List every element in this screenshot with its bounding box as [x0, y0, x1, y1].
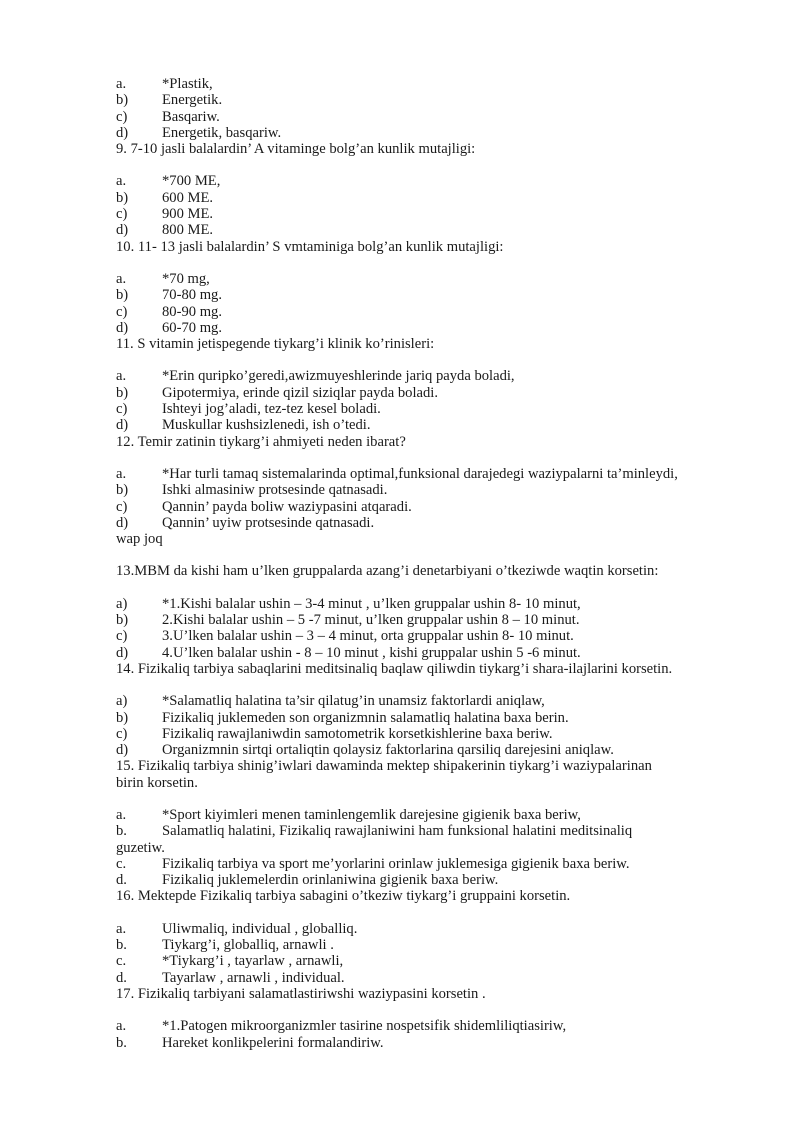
- option-text: 60-70 mg.: [162, 319, 222, 336]
- option-text: Uliwmaliq, individual , globalliq.: [162, 920, 358, 937]
- answer-option: [116, 710, 744, 726]
- question-list: [116, 76, 744, 1051]
- option-text: 80-90 mg.: [162, 303, 222, 320]
- option-text: Qannin’ payda boliw waziypasini atqaradi.: [162, 498, 412, 515]
- option-text: 600 ME.: [162, 189, 214, 206]
- answer-option: [116, 222, 744, 238]
- option-label: c): [116, 303, 128, 320]
- spacer: [116, 580, 744, 596]
- option-text: 4.U’lken balalar ushin - 8 – 10 minut , kishi gruppalar ushin 5 -6 minut.: [162, 644, 581, 661]
- question-text: 16. Mektepde Fizikaliq tarbiya sabagini o’tkeziw tiykarg’i gruppaini korsetin.: [116, 888, 571, 905]
- option-text: Qannin’ uyiw protsesinde qatnasadi.: [162, 514, 375, 531]
- option-label: b.: [116, 1034, 127, 1051]
- spacer: [116, 352, 744, 368]
- question-text: 12. Temir zatinin tiykarg’i ahmiyeti neden ibarat?: [116, 433, 406, 450]
- answer-option: [116, 92, 744, 108]
- spacer: [116, 905, 744, 921]
- question-text: 9. 7-10 jasli balalardin’ A vitaminge bolg’an kunlik mutajligi:: [116, 141, 476, 158]
- answer-option: [116, 417, 744, 433]
- answer-option: [116, 482, 744, 498]
- option-label: a.: [116, 806, 127, 823]
- option-label: b): [116, 482, 129, 499]
- option-label: b.: [116, 937, 127, 954]
- option-label: c): [116, 725, 128, 742]
- answer-option: [116, 921, 744, 937]
- answer-option: [116, 807, 744, 823]
- answer-option: [116, 271, 744, 287]
- option-text: Gipotermiya, erinde qizil siziqlar payda boladi.: [162, 384, 438, 401]
- option-text: Fizikaliq tarbiya va sport me’yorlarini orinlaw juklemesiga gigienik baxa beriw.: [162, 855, 630, 872]
- option-label: a.: [116, 173, 127, 190]
- option-label: c.: [116, 953, 127, 970]
- option-text: *700 ME,: [162, 173, 221, 190]
- option-label: a): [116, 595, 128, 612]
- option-label: a.: [116, 76, 127, 92]
- option-label: d): [116, 222, 129, 239]
- option-text: Hareket konlikpelerini formalandiriw.: [162, 1034, 384, 1051]
- question-line: birin korsetin.: [116, 774, 198, 791]
- answer-option: [116, 742, 744, 758]
- answer-option: [116, 320, 744, 336]
- answer-option: [116, 596, 744, 612]
- option-text: Fizikaliq juklemeden son organizmnin salamatliq halatina baxa berin.: [162, 709, 569, 726]
- option-label: b): [116, 189, 129, 206]
- answer-option: [116, 970, 744, 986]
- option-text: *Tiykarg’i , tayarlaw , arnawli,: [162, 953, 344, 970]
- option-text: *Salamatliq halatina ta’sir qilatug’in unamsiz faktorlardi aniqlaw,: [162, 693, 545, 710]
- spacer: [116, 450, 744, 466]
- question-text: [116, 758, 744, 791]
- option-label: a.: [116, 368, 127, 385]
- option-text: Ishteyi jog’aladi, tez-tez kesel boladi.: [162, 401, 381, 418]
- option-label: b): [116, 92, 129, 109]
- spacer: [116, 677, 744, 693]
- spacer: [116, 255, 744, 271]
- answer-option: [116, 937, 744, 953]
- answer-option: [116, 499, 744, 515]
- option-text: 70-80 mg.: [162, 287, 222, 304]
- option-label: d.: [116, 969, 127, 986]
- spacer: [116, 157, 744, 173]
- option-text: Fizikaliq juklemelerdin orinlaniwina gigienik baxa beriw.: [162, 872, 499, 889]
- option-text: Tayarlaw , arnawli , individual.: [162, 969, 345, 986]
- answer-option: [116, 401, 744, 417]
- answer-option: [116, 612, 744, 628]
- answer-option: [116, 1018, 744, 1034]
- option-text: 800 ME.: [162, 222, 214, 239]
- option-text: *Plastik,: [162, 76, 213, 92]
- option-label: d): [116, 742, 129, 759]
- option-label: c): [116, 628, 128, 645]
- answer-option: [116, 125, 744, 141]
- answer-option: [116, 693, 744, 709]
- question-text: wap joq: [116, 531, 163, 548]
- answer-option: [116, 466, 744, 482]
- option-label: b): [116, 287, 129, 304]
- option-text: Energetik, basqariw.: [162, 124, 282, 141]
- option-text: *1.Patogen mikroorganizmler tasirine nospetsifik shidemliliqtiasiriw,: [162, 1018, 567, 1035]
- answer-option: [116, 304, 744, 320]
- option-label: c): [116, 401, 128, 418]
- option-text-continuation: guzetiw.: [116, 839, 165, 856]
- option-label: b): [116, 612, 129, 629]
- option-text: Energetik.: [162, 92, 223, 109]
- answer-option: [116, 628, 744, 644]
- question-text: 10. 11- 13 jasli balalardin’ S vmtaminiga bolg’an kunlik mutajligi:: [116, 238, 504, 255]
- option-label: d): [116, 514, 129, 531]
- option-label: d): [116, 644, 129, 661]
- spacer: [116, 791, 744, 807]
- option-text: Ishki almasiniw protsesinde qatnasadi.: [162, 482, 388, 499]
- answer-option: [116, 1035, 744, 1051]
- option-text: *70 mg,: [162, 270, 210, 287]
- spacer: [116, 547, 744, 563]
- option-label: b): [116, 709, 129, 726]
- question-text: 11. S vitamin jetispegende tiykarg’i klinik ko’rinisleri:: [116, 336, 435, 353]
- option-label: c): [116, 498, 128, 515]
- option-text: Salamatliq halatini, Fizikaliq rawajlaniwini ham funksional halatini meditsinaliq: [162, 823, 633, 840]
- answer-option: [116, 645, 744, 661]
- option-text: *Sport kiyimleri menen taminlengemlik darejesine gigienik baxa beriw,: [162, 806, 581, 823]
- answer-option: [116, 823, 744, 856]
- option-text: Fizikaliq rawajlaniwdin samotometrik korsetkishlerine baxa beriw.: [162, 725, 553, 742]
- answer-option: [116, 368, 744, 384]
- option-label: d): [116, 319, 129, 336]
- answer-option: [116, 109, 744, 125]
- option-label: a.: [116, 465, 127, 482]
- option-label: d): [116, 417, 129, 434]
- answer-option: [116, 76, 744, 92]
- answer-option: [116, 856, 744, 872]
- answer-option: [116, 287, 744, 303]
- option-text: Muskullar kushsizlenedi, ish o’tedi.: [162, 417, 371, 434]
- answer-option: [116, 206, 744, 222]
- option-label: a): [116, 693, 128, 710]
- option-text: *Erin quripko’geredi,awizmuyeshlerinde jariq payda boladi,: [162, 368, 515, 385]
- option-text: Organizmnin sirtqi ortaliqtin qolaysiz faktorlarina qarsiliq darejesini aniqlaw.: [162, 742, 614, 759]
- answer-option: [116, 515, 744, 531]
- option-text: *1.Kishi balalar ushin – 3-4 minut , u’lken gruppalar ushin 8- 10 minut,: [162, 595, 581, 612]
- option-label: c): [116, 108, 128, 125]
- option-text: Basqariw.: [162, 108, 220, 125]
- answer-option: [116, 872, 744, 888]
- option-label: b.: [116, 823, 127, 840]
- question-line: 15. Fizikaliq tarbiya shinig’iwlari dawaminda mektep shipakerinin tiykarg’i waziypalarinan: [116, 758, 652, 775]
- option-label: d.: [116, 872, 127, 889]
- question-text: 14. Fizikaliq tarbiya sabaqlarini meditsinaliq baqlaw qiliwdin tiykarg’i shara-ilajlarini korsetin.: [116, 660, 673, 677]
- answer-option: [116, 173, 744, 189]
- option-text: 2.Kishi balalar ushin – 5 -7 minut, u’lken gruppalar ushin 8 – 10 minut.: [162, 612, 580, 629]
- spacer: [116, 1002, 744, 1018]
- option-label: c): [116, 206, 128, 223]
- question-text: 13.MBM da kishi ham u’lken gruppalarda azang’i denetarbiyani o’tkeziwde waqtin korsetin:: [116, 563, 659, 580]
- option-label: b): [116, 384, 129, 401]
- answer-option: [116, 726, 744, 742]
- option-text: 900 ME.: [162, 206, 214, 223]
- answer-option: [116, 385, 744, 401]
- option-text: Tiykarg’i, globalliq, arnawli .: [162, 937, 334, 954]
- answer-option: [116, 953, 744, 969]
- option-label: c.: [116, 855, 127, 872]
- option-label: d): [116, 124, 129, 141]
- answer-option: [116, 190, 744, 206]
- option-label: a.: [116, 270, 127, 287]
- question-text: 17. Fizikaliq tarbiyani salamatlastiriwshi waziypasini korsetin .: [116, 985, 486, 1002]
- option-text: 3.U’lken balalar ushin – 3 – 4 minut, orta gruppalar ushin 8- 10 minut.: [162, 628, 574, 645]
- option-label: a.: [116, 1018, 127, 1035]
- option-label: a.: [116, 920, 127, 937]
- option-text: *Har turli tamaq sistemalarinda optimal,funksional darajedegi waziypalarni ta’minleydi,: [162, 465, 678, 482]
